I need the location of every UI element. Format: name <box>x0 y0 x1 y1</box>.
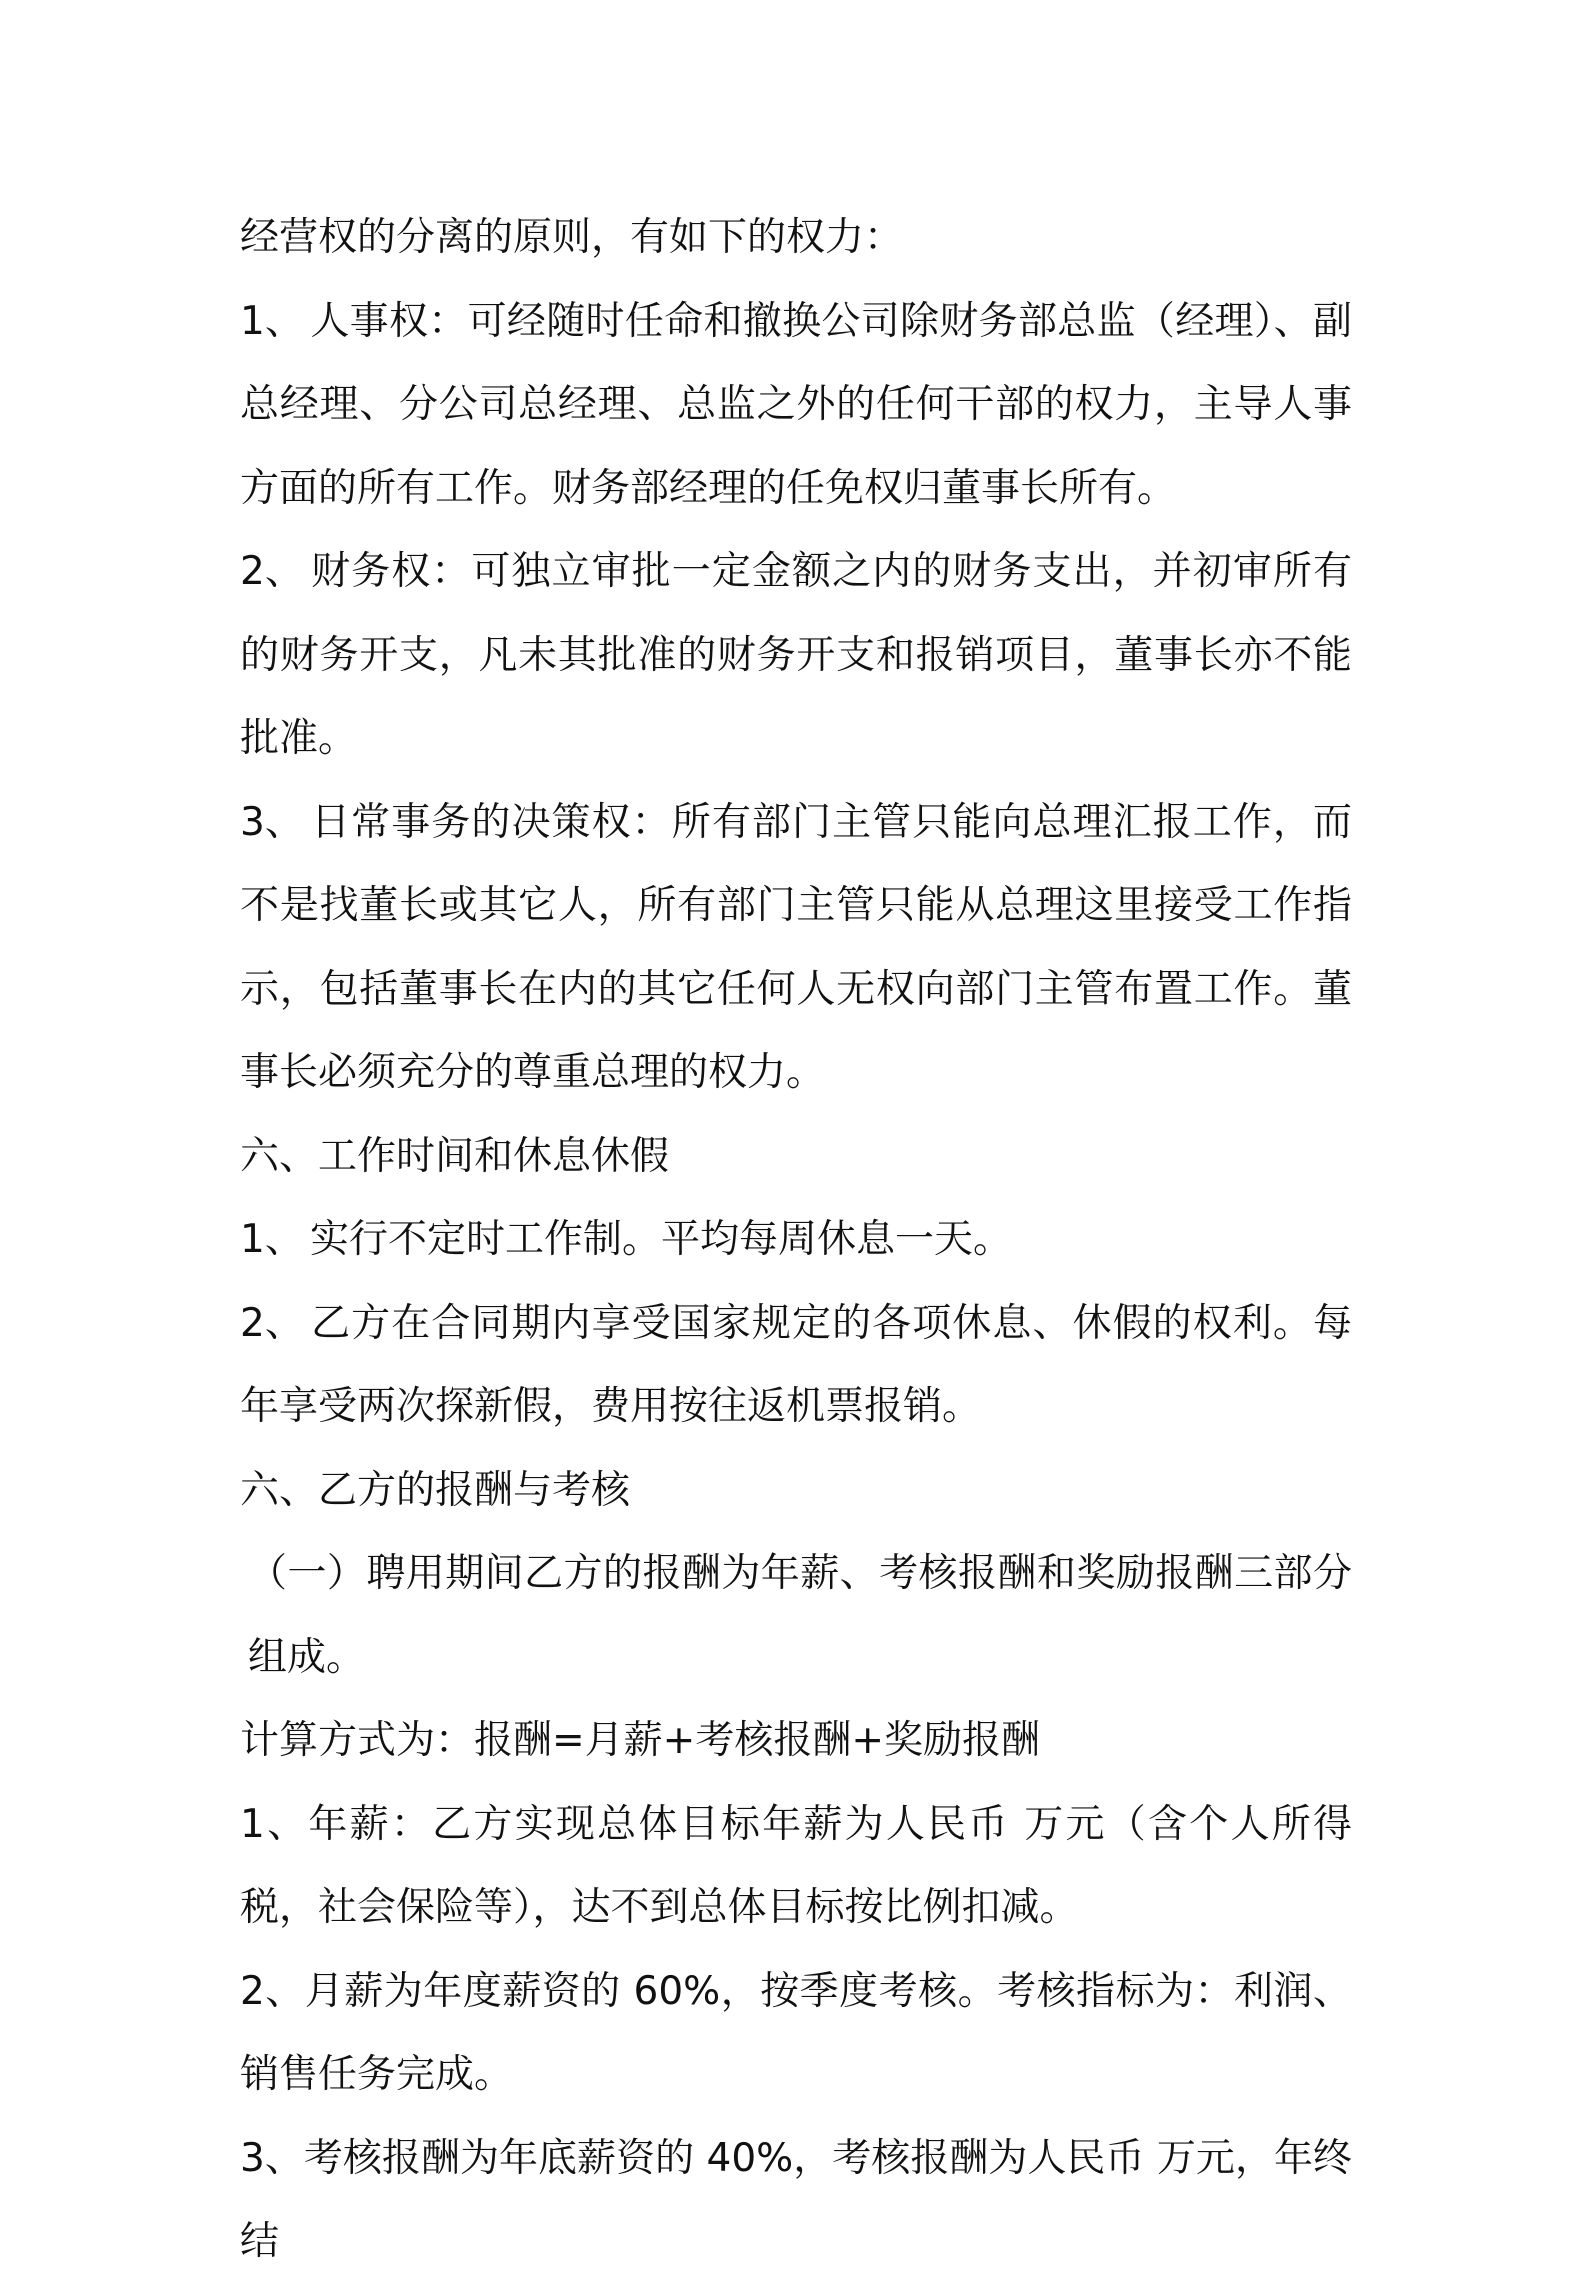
paragraph-text: 计算方式为：报酬=月薪+考核报酬+奖励报酬 <box>240 1718 1041 1763</box>
heading-text: 六、乙方的报酬与考核 <box>240 1467 631 1513</box>
paragraph-compensation-structure <box>240 1532 1352 1699</box>
paragraph-text: 乙方在合同期内享受国家规定的各项休息、休假的权利。每年享受两次探新假，费用按往返机票报销。 <box>240 1300 1352 1429</box>
paragraph-text: 1、年薪：乙方实现总体目标年薪为人民币 万元（含个人所得税，社会保险等），达不到总体目标按比例扣减。 <box>240 1801 1352 1930</box>
heading-text: 六、工作时间和休息休假 <box>240 1133 670 1179</box>
paragraph-text: （一）聘用期间乙方的报酬为年薪、考核报酬和奖励报酬三部分组成。 <box>248 1551 1352 1680</box>
paragraph-annual-salary <box>240 1783 1352 1950</box>
paragraph-text: 2、月薪为年度薪资的 60%，按季度考核。考核指标为：利润、销售任务完成。 <box>240 1968 1352 2097</box>
section-heading-work-time <box>240 1115 1352 1199</box>
paragraph-work-system <box>240 1198 1352 1282</box>
paragraph-finance-power <box>240 530 1352 781</box>
list-number: 1、 <box>240 1217 304 1262</box>
list-number: 1、 <box>240 298 304 344</box>
paragraph-monthly-salary <box>240 1950 1352 2117</box>
paragraph-text: 财务权：可独立审批一定金额之内的财务支出，并初审所有的财务开支，凡未其批准的财务开支和报销项目，董事长亦不能批准。 <box>240 549 1352 761</box>
paragraph-personnel-power <box>240 280 1352 531</box>
list-number: 2、 <box>240 1300 304 1346</box>
paragraph-calculation-formula <box>240 1699 1352 1783</box>
paragraph-leave-rights <box>240 1282 1352 1449</box>
list-number: 2、 <box>240 549 304 594</box>
paragraph-intro <box>240 196 1352 280</box>
list-number: 3、 <box>240 799 304 845</box>
paragraph-decision-power <box>240 781 1352 1115</box>
paragraph-text: 人事权：可经随时任命和撤换公司除财务部总监（经理）、副总经理、分公司总经理、总监之外的任何干部的权力，主导人事方面的所有工作。财务部经理的任免权归董事长所有。 <box>240 298 1352 511</box>
paragraph-text: 经营权的分离的原则，有如下的权力： <box>240 215 904 260</box>
paragraph-text: 日常事务的决策权：所有部门主管只能向总理汇报工作，而不是找董长或其它人，所有部门主管只能从总理这里接受工作指示，包括董事长在内的其它任何人无权向部门主管布置工作。董事长必须充分的尊重总理的权力。 <box>240 799 1352 1095</box>
paragraph-text: 实行不定时工作制。平均每周休息一天。 <box>310 1217 1013 1262</box>
paragraph-assessment-pay <box>240 2117 1352 2284</box>
section-heading-compensation <box>240 1449 1352 1533</box>
paragraph-text: 3、考核报酬为年底薪资的 40%，考核报酬为人民币 万元，年终结 <box>240 2135 1352 2264</box>
document-body <box>240 196 1352 2284</box>
